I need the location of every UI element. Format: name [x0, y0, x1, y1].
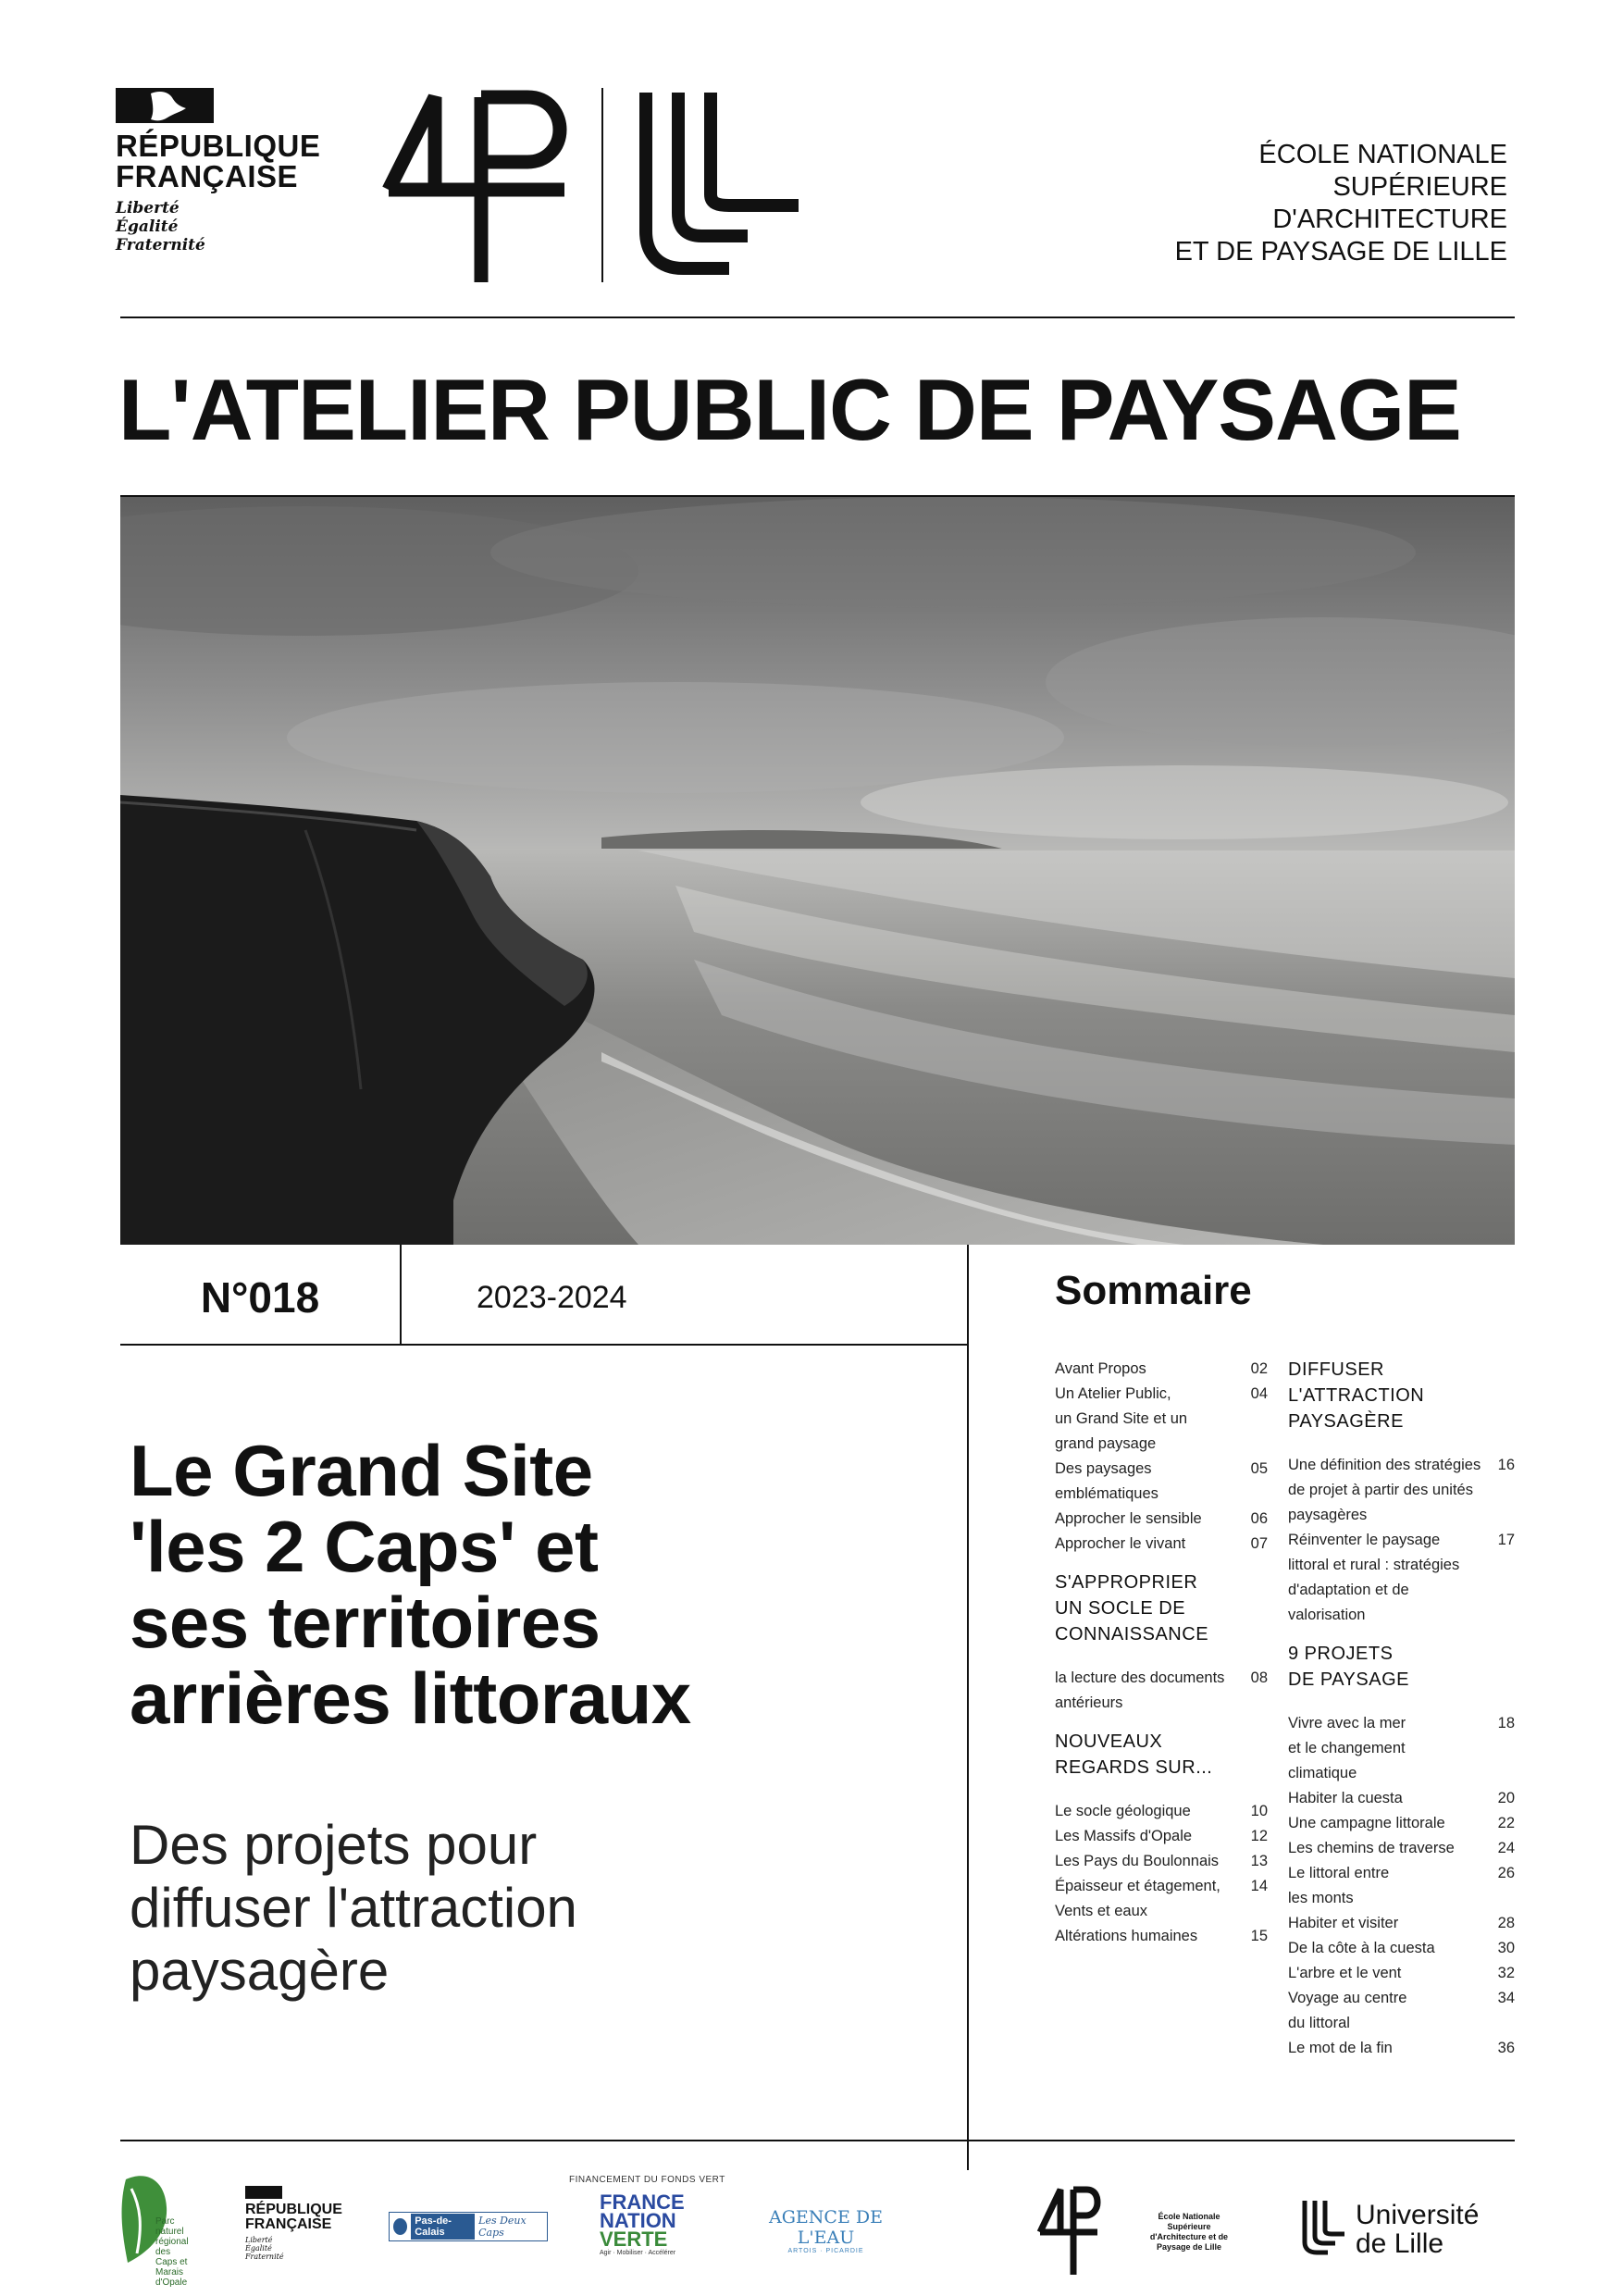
toc-entry-page: 30: [1497, 1940, 1515, 1956]
toc-entry-label: Les Massifs d'Opale: [1055, 1828, 1193, 1844]
page-title: L'ATELIER PUBLIC DE PAYSAGE: [118, 361, 1461, 458]
rf-motto: [116, 199, 356, 254]
toc-entry-page: 32: [1497, 1965, 1515, 1981]
toc-entry[interactable]: [1288, 2036, 1515, 2061]
toc-entry-label: Réinventer le paysage littoral et rural : stratégies d'adaptation et de valorisation: [1288, 1532, 1460, 1623]
republique-francaise-logo: [116, 88, 356, 254]
document-subtitle-line1: Des projets pour: [130, 1814, 538, 1876]
toc-entry-page: 28: [1497, 1915, 1515, 1931]
ensap-small-text: [1138, 2212, 1240, 2253]
document-title: [130, 1430, 962, 1739]
toc-entry-page: 05: [1250, 1460, 1268, 1477]
document-title-line2: 'les 2 Caps' et: [130, 1506, 599, 1587]
toc-entry[interactable]: [1055, 1382, 1268, 1457]
toc-entry-page: 22: [1497, 1815, 1515, 1831]
toc-entry[interactable]: [1288, 1961, 1515, 1986]
toc-entry-page: 15: [1250, 1928, 1268, 1944]
toc-entry[interactable]: [1055, 1874, 1268, 1924]
toc-entry-page: 34: [1497, 1990, 1515, 2006]
funding-label: FINANCEMENT DU FONDS VERT: [569, 2175, 725, 2185]
toc-entry-page: 36: [1497, 2040, 1515, 2056]
pas-de-calais-tag: Les Deux Caps: [478, 2215, 527, 2239]
header-divider: [601, 88, 603, 282]
toc-entry-page: 26: [1497, 1865, 1515, 1881]
parc-naturel-logo: [118, 2170, 192, 2288]
toc-entry-label: Altérations humaines: [1055, 1928, 1198, 1944]
toc-entry-page: 20: [1497, 1790, 1515, 1806]
toc-section-heading: S'APPROPRIER UN SOCLE DE CONNAISSANCE: [1055, 1572, 1209, 1644]
parc-text-3: régional: [155, 2237, 189, 2247]
toc-section-heading: NOUVEAUX REGARDS SUR...: [1055, 1731, 1213, 1778]
rf-title-line1: RÉPUBLIQUE: [116, 129, 321, 163]
toc-entry-page: 04: [1250, 1385, 1268, 1402]
rf-small-line2: FRANÇAISE: [245, 2216, 332, 2232]
rf-motto-fraternite: Fraternité: [116, 236, 205, 254]
school-name-line4: ET DE PAYSAGE DE LILLE: [1174, 237, 1507, 267]
fnv-line3: VERTE: [600, 2228, 668, 2251]
rf-small-motto-3: Fraternité: [245, 2253, 284, 2261]
universite-lll-icon: [1300, 2201, 1346, 2256]
toc-entry-page: 16: [1497, 1457, 1515, 1473]
toc-entry[interactable]: [1288, 1453, 1515, 1528]
toc-entry[interactable]: [1055, 1532, 1268, 1557]
toc-entry-label: Une définition des stratégies de projet à partir des unités paysagères: [1288, 1457, 1481, 1523]
toc-entry[interactable]: [1288, 1528, 1515, 1628]
footer-rule: [120, 2140, 1515, 2141]
toc-entry[interactable]: [1288, 1986, 1515, 2036]
toc-entry[interactable]: [1288, 1711, 1515, 1786]
rf-small-line1: RÉPUBLIQUE: [245, 2202, 342, 2217]
ensap-small-line1: École Nationale: [1158, 2212, 1220, 2221]
sommaire-title: Sommaire: [1055, 1268, 1252, 1313]
toc-entry-label: De la côte à la cuesta: [1288, 1940, 1435, 1956]
document-subtitle-line3: paysagère: [130, 1940, 390, 2002]
school-name-line1: ÉCOLE NATIONALE: [1258, 140, 1507, 169]
ensap-small-line2: Supérieure: [1167, 2222, 1211, 2231]
toc-entry[interactable]: [1055, 1824, 1268, 1849]
toc-entry[interactable]: [1055, 1457, 1268, 1507]
universite-line2: de Lille: [1356, 2228, 1444, 2259]
toc-entry-label: Un Atelier Public, un Grand Site et un grand paysage: [1055, 1385, 1188, 1452]
fnv-tagline: Agir · Mobiliser · Accélérer: [600, 2250, 676, 2256]
issue-rule: [120, 1344, 968, 1346]
toc-section-heading: 9 PROJETS DE PAYSAGE: [1288, 1644, 1409, 1690]
school-name-line2: SUPÉRIEURE: [1332, 172, 1507, 202]
parc-text-2: naturel: [155, 2227, 184, 2237]
ensap-small-line3: d'Architecture et de: [1149, 2232, 1229, 2241]
toc-entry-label: L'arbre et le vent: [1288, 1965, 1402, 1981]
rf-motto-egalite: Égalité: [116, 217, 179, 236]
toc-entry[interactable]: [1055, 1799, 1268, 1824]
agence-eau-logo: [740, 2207, 911, 2254]
lille-lll-monogram-icon: [637, 93, 803, 282]
rf-small-motto-2: Égalité: [245, 2244, 272, 2253]
toc-entry-label: Vivre avec la mer et le changement climatique: [1288, 1715, 1406, 1781]
toc-entry-label: Les chemins de traverse: [1288, 1840, 1455, 1856]
toc-column-1: [1055, 1357, 1268, 1949]
pas-de-calais-icon: [393, 2218, 407, 2235]
issue-number: N°018: [200, 1273, 320, 1322]
issue-year: 2023-2024: [477, 1279, 627, 1315]
school-name-line3: D'ARCHITECTURE: [1272, 205, 1507, 234]
toc-entry[interactable]: [1288, 1786, 1515, 1811]
toc-entry[interactable]: [1055, 1357, 1268, 1382]
toc-entry-label: Épaisseur et étagement, Vents et eaux: [1055, 1878, 1220, 1919]
toc-entry-label: Une campagne littorale: [1288, 1815, 1445, 1831]
document-title-line4: arrières littoraux: [130, 1657, 691, 1739]
parc-text-5: Marais d'Opale: [155, 2267, 188, 2288]
toc-entry-page: 24: [1497, 1840, 1515, 1856]
header-rule: [120, 316, 1515, 318]
toc-column-2: [1288, 1357, 1515, 2061]
rf-title-line2: FRANÇAISE: [116, 159, 299, 193]
toc-entry-page: 02: [1250, 1360, 1268, 1377]
toc-entry-label: Approcher le vivant: [1055, 1535, 1186, 1552]
toc-entry-label: Habiter la cuesta: [1288, 1790, 1403, 1806]
marianne-small-icon: [245, 2186, 282, 2199]
toc-entry-label: Le mot de la fin: [1288, 2040, 1393, 2056]
toc-entry[interactable]: [1055, 1849, 1268, 1874]
toc-entry[interactable]: [1055, 1666, 1268, 1716]
pas-de-calais-name: Pas-de-Calais: [411, 2214, 475, 2240]
toc-entry-page: 13: [1250, 1853, 1268, 1869]
toc-entry-label: Le littoral entre les monts: [1288, 1865, 1390, 1906]
toc-entry[interactable]: [1288, 1911, 1515, 1936]
fnv-line1: FRANCE: [600, 2191, 685, 2214]
toc-entry-label: Approcher le sensible: [1055, 1510, 1202, 1527]
toc-entry-page: 18: [1497, 1715, 1515, 1731]
document-subtitle-line2: diffuser l'attraction: [130, 1877, 577, 1939]
toc-entry-page: 14: [1250, 1878, 1268, 1894]
toc-entry-label: Des paysages emblématiques: [1055, 1460, 1158, 1502]
toc-entry-page: 12: [1250, 1828, 1268, 1844]
toc-entry-label: Le socle géologique: [1055, 1803, 1191, 1819]
school-name: [1045, 139, 1507, 268]
toc-entry-page: 10: [1250, 1803, 1268, 1819]
document-title-line3: ses territoires: [130, 1582, 601, 1663]
rf-motto-liberte: Liberté: [116, 199, 180, 217]
toc-entry[interactable]: [1288, 1811, 1515, 1836]
toc-entry-label: Avant Propos: [1055, 1360, 1146, 1377]
toc-entry-page: 06: [1250, 1510, 1268, 1527]
agence-eau-region: ARTOIS · PICARDIE: [787, 2248, 864, 2254]
ensap-small-line4: Paysage de Lille: [1156, 2242, 1222, 2252]
toc-entry-label: Voyage au centre du littoral: [1288, 1990, 1407, 2031]
universite-line1: Université: [1356, 2200, 1480, 2230]
document-title-line1: Le Grand Site: [130, 1430, 593, 1511]
agence-eau-name: AGENCE DE L'EAU: [769, 2207, 883, 2248]
rf-small-logo: [245, 2186, 342, 2261]
fnv-line2: NATION: [600, 2209, 676, 2232]
toc-entry[interactable]: [1288, 1861, 1515, 1911]
toc-entry[interactable]: [1288, 1836, 1515, 1861]
ensap-small-monogram-icon: [1036, 2184, 1101, 2281]
document-subtitle: [130, 1814, 777, 2003]
toc-entry-label: Les Pays du Boulonnais: [1055, 1853, 1220, 1869]
marianne-emblem-icon: [116, 88, 214, 123]
parc-text-4: des Caps et: [155, 2247, 188, 2267]
hero-photo: [120, 497, 1515, 1245]
toc-entry-label: la lecture des documents antérieurs: [1055, 1669, 1225, 1711]
toc-entry-page: 17: [1497, 1532, 1515, 1548]
rf-small-motto-1: Liberté: [245, 2236, 273, 2244]
ensap-lille-monogram-icon: [379, 88, 574, 292]
column-divider: [967, 1245, 969, 2170]
toc-entry-label: Habiter et visiter: [1288, 1915, 1399, 1931]
france-nation-verte-logo: [600, 2193, 685, 2258]
toc-entry[interactable]: [1055, 1924, 1268, 1949]
toc-entry-page: 07: [1250, 1535, 1268, 1552]
pas-de-calais-logo: [389, 2212, 548, 2241]
parc-text-1: Parc: [155, 2216, 175, 2227]
toc-entry[interactable]: [1055, 1507, 1268, 1532]
toc-entry-page: 08: [1250, 1669, 1268, 1686]
toc-entry[interactable]: [1288, 1936, 1515, 1961]
toc-section-heading: DIFFUSER L'ATTRACTION PAYSAGÈRE: [1288, 1359, 1425, 1432]
issue-divider: [400, 1245, 402, 1344]
